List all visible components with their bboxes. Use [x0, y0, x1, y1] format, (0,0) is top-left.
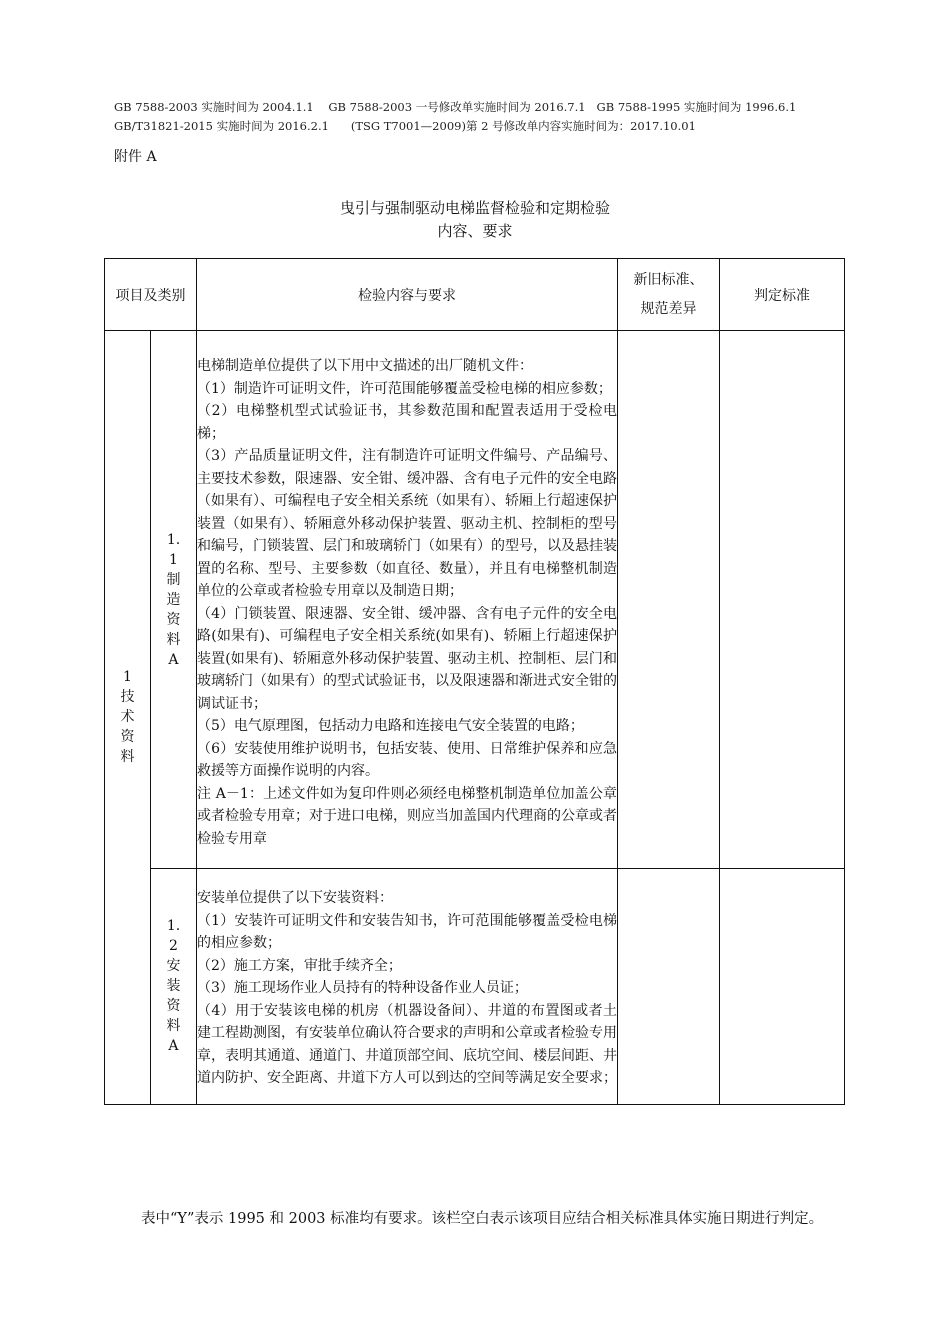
content-paragraph: （3）产品质量证明文件，注有制造许可证明文件编号、产品编号、主要技术参数，限速器、安全钳、缓冲器、含有电子元件的安全电路（如果有）、可编程电子安全相关系统（如果有）、轿厢上行超速保护装置（如果有）、轿厢意外移动保护装置、驱动主机、控制柜的型号和编号，门锁装置、层门和玻璃轿门（如果有）的型号，以及悬挂装置的名称、型号、主要参数（如直径、数量），并且有电梯整机制造单位的公章或者检验专用章以及制造日期； [197, 448, 617, 599]
content-paragraph: （6）安装使用维护说明书，包括安装、使用、日常维护保养和应急救援等方面操作说明的内容。 [197, 740, 617, 779]
content-block [197, 331, 617, 868]
content-paragraph: 电梯制造单位提供了以下用中文描述的出厂随机文件： [197, 358, 533, 374]
header-content: 检验内容与要求 [197, 259, 618, 331]
standard-dates-line-2: GB/T31821-2015 实施时间为 2016.2.1 (TSG T7001—2009)第 2 号修改单内容实施时间为：2017.10.01 [114, 119, 696, 133]
standard-diff-cell [618, 331, 720, 869]
content-note: 注 A－1：上述文件如为复印件则必须经电梯整机制造单位加盖公章或者检验专用章；对于进口电梯，则应当加盖国内代理商的公章或者检验专用章 [197, 785, 617, 847]
content-paragraph: （2）施工方案，审批手续齐全； [197, 957, 402, 974]
content-paragraph: （3）施工现场作业人员持有的特种设备作业人员证； [197, 980, 528, 996]
subcategory-cell [151, 869, 197, 1105]
subcategory-cell [151, 331, 197, 869]
judgement-cell [720, 331, 845, 869]
category-label: 1技术资料 [120, 669, 135, 766]
subcategory-label: 1.2安装资料A [166, 918, 181, 1055]
content-paragraph: （4）用于安装该电梯的机房（机器设备间）、井道的布置图或者土建工程勘测图，有安装单位确认符合要求的声明和公章或者检验专用章，表明其通道、通道门、井道顶部空间、底坑空间、楼层间距、井道内防护、安全距离、井道下方人可以到达的空间等满足安全要求； [197, 1002, 617, 1086]
table-header-row [105, 259, 845, 331]
annex-label: 附件 A [114, 149, 157, 165]
document-subtitle: 内容、要求 [437, 222, 513, 240]
content-paragraph: （4）门锁装置、限速器、安全钳、缓冲器、含有电子元件的安全电路(如果有)、可编程电子安全相关系统(如果有)、轿厢上行超速保护装置(如果有)、轿厢意外移动保护装置、驱动主机、控制柜、层门和玻璃轿门（如果有）的型式试验证书，以及限速器和渐进式安全钳的调试证书； [197, 605, 617, 712]
content-paragraph: （2）电梯整机型式试验证书，其参数范围和配置表适用于受检电梯； [197, 403, 617, 442]
content-paragraph: （1）安装许可证明文件和安装告知书，许可范围能够覆盖受检电梯的相应参数； [197, 912, 617, 951]
subcategory-label: 1.1制造资料A [166, 531, 181, 668]
content-paragraph: 安装单位提供了以下安装资料： [197, 890, 393, 906]
inspection-table [104, 258, 845, 1105]
content-cell [197, 331, 618, 869]
standard-dates-line-1: GB 7588-2003 实施时间为 2004.1.1 GB 7588-2003 一号修改单实施时间为 2016.7.1 GB 7588-1995 实施时间为 1996.6.1 [114, 100, 797, 114]
content-paragraph: （1）制造许可证明文件，许可范围能够覆盖受检电梯的相应参数； [197, 380, 612, 397]
header-diff-line-1: 新旧标准、 [633, 271, 704, 288]
content-paragraph: （5）电气原理图，包括动力电路和连接电气安全装置的电路； [197, 718, 584, 734]
judgement-cell [720, 869, 845, 1105]
category-cell [105, 331, 151, 1105]
document-title: 曳引与强制驱动电梯监督检验和定期检验 [339, 199, 610, 217]
header-standard-diff [618, 259, 720, 331]
standard-diff-cell [618, 869, 720, 1105]
header-diff-line-2: 规范差异 [640, 300, 697, 317]
content-cell [197, 869, 618, 1105]
header-item-category: 项目及类别 [105, 259, 197, 331]
footer-note: 表中“Y”表示 1995 和 2003 标准均有要求。该栏空白表示该项目应结合相关标准具体实施日期进行判定。 [141, 1211, 824, 1227]
content-block [197, 869, 617, 1104]
header-judgement: 判定标准 [720, 259, 845, 331]
table-row [105, 331, 845, 869]
table-row [105, 869, 845, 1105]
